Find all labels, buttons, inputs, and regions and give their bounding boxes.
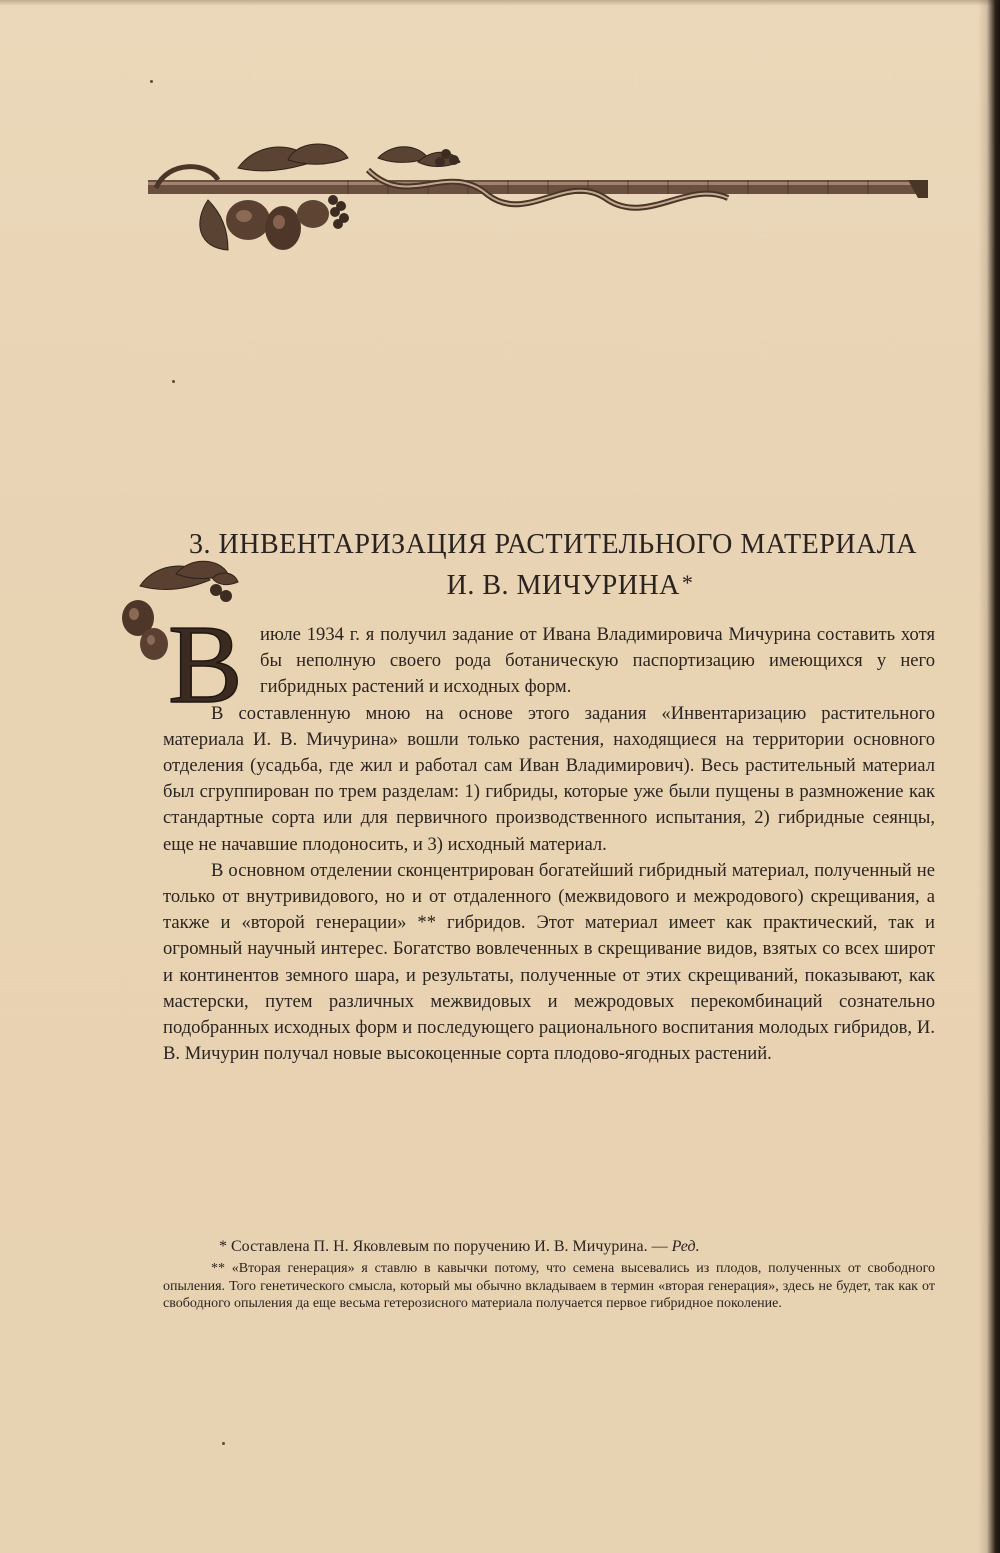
footnote-1-text: * Составлена П. Н. Яковлевым по поручению И. В. Мичурина. — [219,1238,668,1255]
page-right-edge [978,0,1000,1553]
chapter-title-line1: 3. ИНВЕНТАРИЗАЦИЯ РАСТИТЕЛЬНОГО МАТЕРИАЛА [189,529,917,560]
page-top-shadow [0,0,1000,6]
headpiece-ornament [148,140,928,260]
paragraph-3: В основном отделении сконцентрирован богатейший гибридный материал, полученный не только от внутривидового, но и от отдаленного (межвидового и межродового) скрещивания, а также и «второй генерации» ** гибридов. Этот материал имеет как практический, так и огромный научный интерес. Богатство вовлеченных в скрещивание видов, взятых со всех широт и континентов земного шара, и результаты, полученные от этих скрещиваний, показывают, как мастерски, путем различных межвидовых и межродовых перекомбинаций сознательно подобранных исходных форм и последующего рационального воспитания молодых гибридов, И. В. Мичурин получал новые высокоценные сорта плодово-ягодных растений. [163,859,935,1065]
fruit-cluster [226,195,349,250]
print-speck [222,1442,225,1445]
footnotes [163,1236,935,1313]
chapter-title-name: И. В. МИЧУРИНА [446,570,680,601]
footnote-1 [163,1236,935,1258]
print-speck [172,380,175,383]
print-speck [150,80,153,83]
footnote-1-editor: Ред. [671,1238,700,1255]
chapter-title [150,526,940,605]
article-body [163,622,935,1067]
paragraph-2: В составленную мною на основе этого задания «Инвентаризацию растительного материала И. В. Мичурина» вошли только растения, находящиеся на территории основного отделения (усадьба, где жил и работал сам Иван Владимирович). Весь растительный материал был сгруппирован по трем разделам: 1) гибриды, которые уже были пущены в размножение как стандартные сорта или для первичного производственного испытания, 2) гибридные сеянцы, еще не начавшие плодоносить, и 3) исходный материал. [163,702,935,855]
chapter-title-line2 [150,564,940,605]
title-footnote-mark: * [681,570,694,595]
paragraph-1: июле 1934 г. я получил задание от Ивана Владимировича Мичурина составить хотя бы неполную своего рода ботаническую паспортизацию имеющихся у него гибридных растений и исходных форм. [260,624,935,698]
drop-cap-letter: В [168,603,243,706]
footnote-2: ** «Вторая генерация» я ставлю в кавычки потому, что семена высевались из плодов, полученных от свободного опыления. Того генетического смысла, который мы обычно вкладываем в термин «вторая генерация», здесь не будет, так как от свободного опыления да еще весьма гетерозисного материала получается первое гибридное поколение. [163,1261,935,1311]
